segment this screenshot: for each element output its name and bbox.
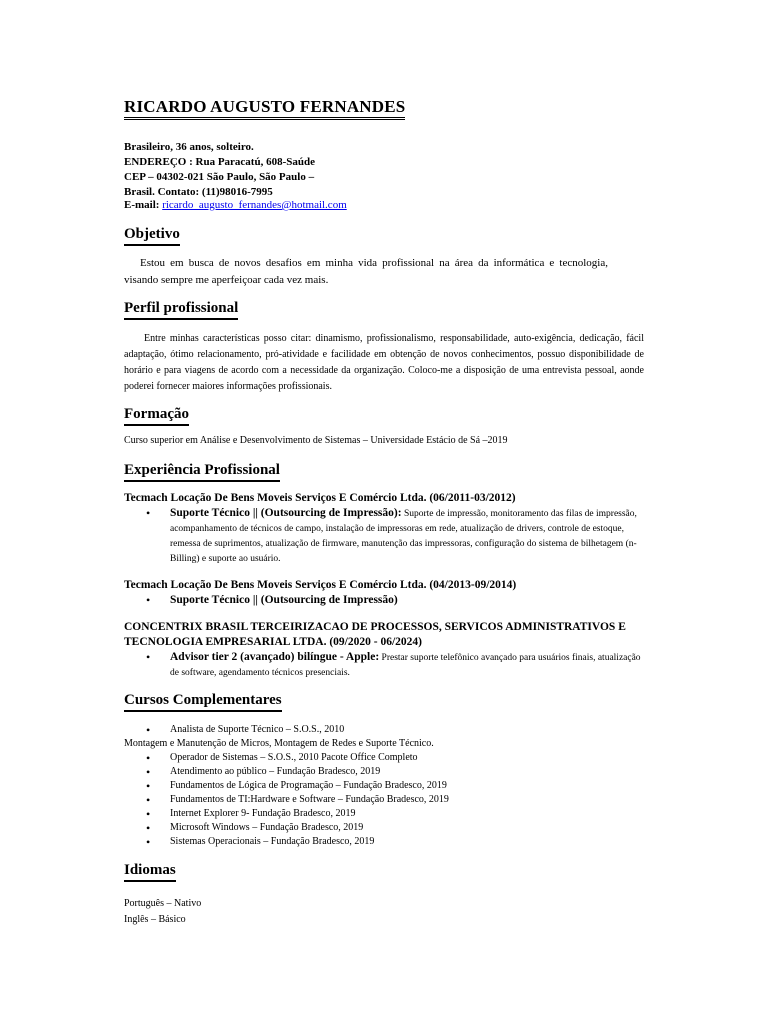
job-company: Tecmach Locação De Bens Moveis Serviços E Comércio Ltda. (04/2013-09/2014) — [124, 579, 517, 591]
objetivo-paragraph: Estou em busca de novos desafios em minha vida profissional na área da informática e tecnologia, visando sempre me aperfeiçoar cada vez mais. — [124, 257, 608, 286]
course-item: • Atendimento ao público – Fundação Bradesco, 2019 — [124, 765, 449, 779]
email-link[interactable]: ricardo_augusto_fernandes@hotmail.com — [162, 199, 347, 211]
email-line — [124, 200, 347, 211]
section-title-formacao: Formação — [124, 406, 189, 426]
course-item: • Operador de Sistemas – S.O.S., 2010 Pacote Office Completo — [124, 751, 449, 765]
job-duty — [124, 650, 650, 681]
section-title-cursos: Cursos Complementares — [124, 692, 282, 712]
courses-list — [124, 723, 449, 849]
section-title-objetivo: Objetivo — [124, 226, 180, 246]
job-duties — [124, 650, 664, 681]
job-duty — [124, 593, 650, 609]
job-entry — [124, 578, 664, 609]
job-duties — [124, 593, 664, 609]
language-item: Inglês – Básico — [124, 914, 186, 925]
contact-info — [124, 140, 347, 211]
perfil-text — [124, 331, 644, 395]
section-title-perfil: Perfil profissional — [124, 300, 238, 320]
personal-info: Brasileiro, 36 anos, solteiro. — [124, 141, 254, 153]
cep-line: CEP – 04302-021 São Paulo, São Paulo – — [124, 171, 315, 183]
job-role: Suporte Técnico || (Outsourcing de Impressão): — [170, 507, 402, 519]
course-item: • Microsoft Windows – Fundação Bradesco, 2019 — [124, 821, 449, 835]
course-item: • Analista de Suporte Técnico – S.O.S., 2010 — [124, 723, 449, 737]
job-company: Tecmach Locação De Bens Moveis Serviços E Comércio Ltda. (06/2011-03/2012) — [124, 492, 516, 504]
job-entry — [124, 620, 664, 681]
section-title-experiencia: Experiência Profissional — [124, 462, 280, 482]
job-description: Prestar suporte telefônico avançado para usuários finais, atualização de software, agendamento técnicos presenciais. — [170, 653, 641, 678]
job-entry — [124, 491, 664, 567]
course-note: Montagem e Manutenção de Micros, Montagem de Redes e Suporte Técnico. — [124, 738, 434, 749]
perfil-paragraph: Entre minhas características posso citar: dinamismo, profissionalismo, responsabilidade, auto-exigência, dedicação, fácil adaptação, ótimo relacionamento, pró-atividade e facilidade em obtenção de novos conhecimentos, possuo disponibilidade de horário e para viagens de acordo com a necessidade da organização. Coloco-me a disposição de uma entrevista pessoal, aonde poderei fornecer maiores informações profissionais. — [124, 333, 644, 392]
course-item: • Fundamentos de TI:Hardware e Software – Fundação Bradesco, 2019 — [124, 793, 449, 807]
section-title-idiomas: Idiomas — [124, 862, 176, 882]
course-item: • Internet Explorer 9- Fundação Bradesco, 2019 — [124, 807, 449, 821]
phone-line: Brasil. Contato: (11)98016-7995 — [124, 186, 273, 198]
job-duties — [124, 506, 664, 567]
languages — [124, 896, 201, 928]
job-role: Suporte Técnico || (Outsourcing de Impressão) — [170, 594, 398, 606]
job-company: CONCENTRIX BRASIL TERCEIRIZACAO DE PROCESSOS, SERVICOS ADMINISTRATIVOS E TECNOLOGIA EMPRESARIAL LTDA. (09/2020 - 06/2024) — [124, 621, 626, 648]
language-item: Português – Nativo — [124, 898, 202, 909]
course-item: • Fundamentos de Lógica de Programação – Fundação Bradesco, 2019 — [124, 779, 449, 793]
job-duty — [124, 506, 650, 567]
course-item: • Sistemas Operacionais – Fundação Bradesco, 2019 — [124, 835, 449, 849]
job-description: Suporte de impressão, monitoramento das filas de impressão, acompanhamento de técnicos de campo, instalação de impressoras em rede, atualização de drivers, controle de estoque, remessa de suprimentos, atualização de firmware, manutenção das impressoras, configuração do sistema de bilhetagem (n-Billing) e suporte ao usuário. — [170, 509, 637, 564]
objetivo-text — [124, 255, 608, 289]
candidate-name: RICARDO AUGUSTO FERNANDES — [124, 97, 405, 120]
address-line: ENDEREÇO : Rua Paracatú, 608-Saúde — [124, 156, 315, 168]
job-role: Advisor tier 2 (avançado) bilíngue - Apple: — [170, 651, 380, 663]
email-label: E-mail: — [124, 199, 163, 211]
formacao-text: Curso superior em Análise e Desenvolvimento de Sistemas – Universidade Estácio de Sá –2019 — [124, 435, 508, 446]
